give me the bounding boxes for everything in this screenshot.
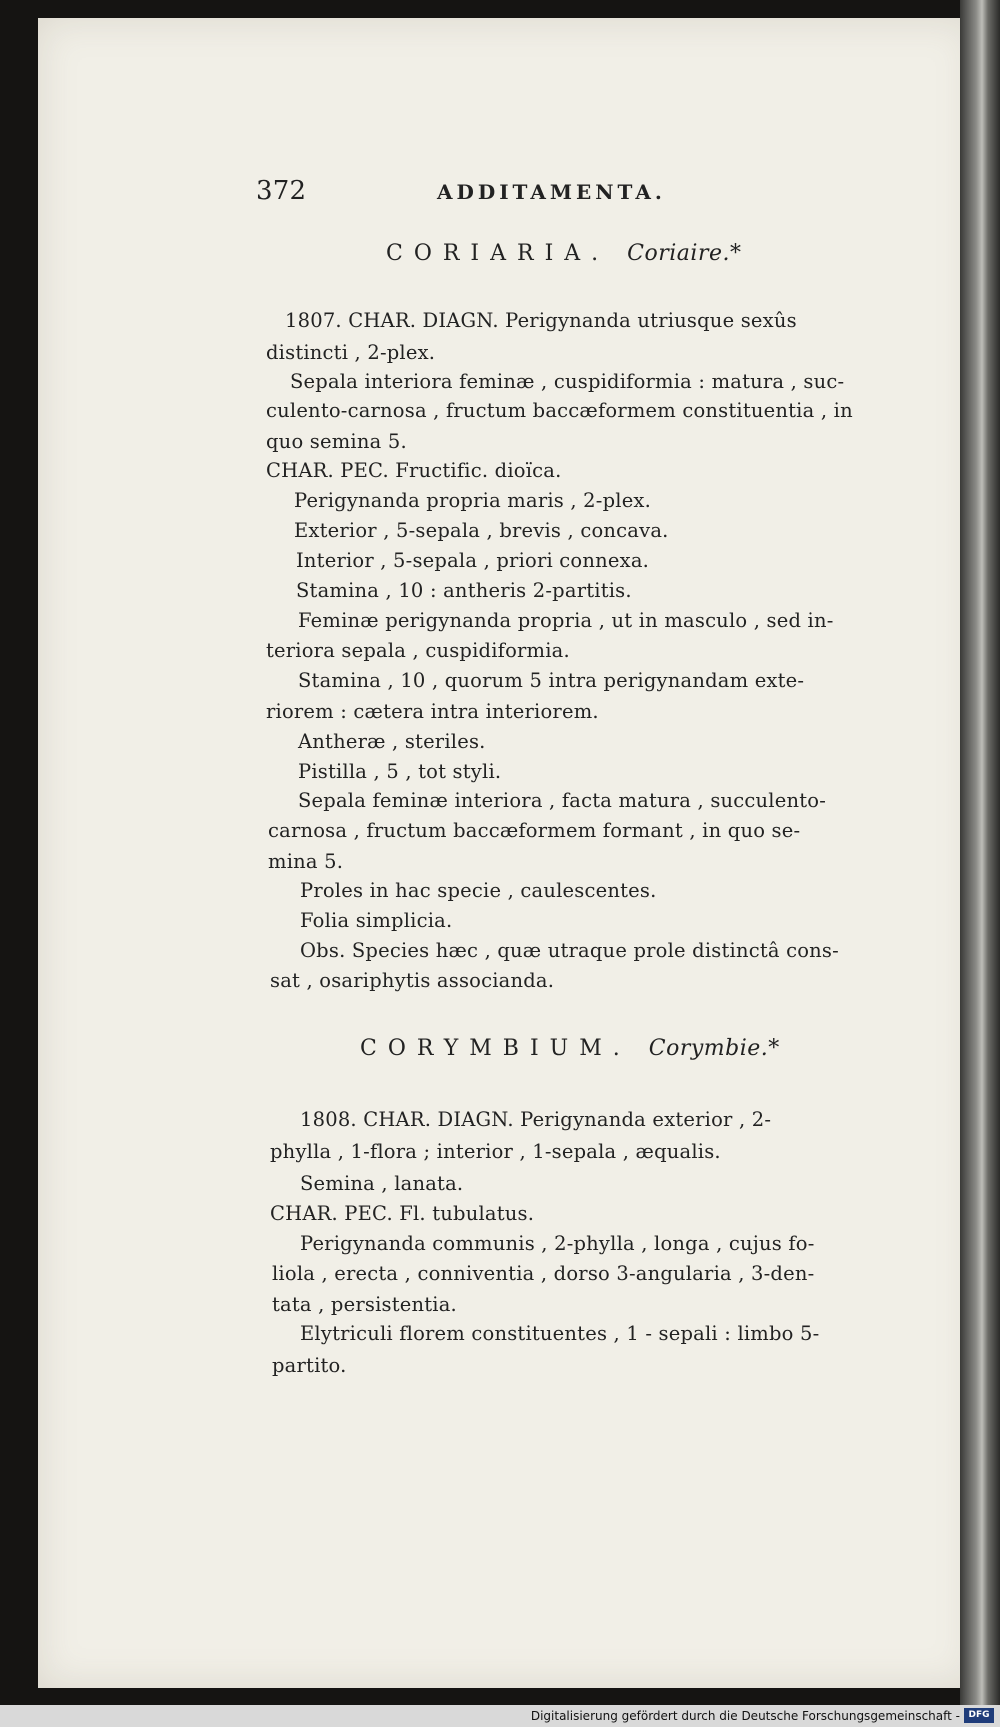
text-line: Elytriculi florem constituentes , 1 - sepali : limbo 5- xyxy=(300,1322,820,1345)
page-number: 372 xyxy=(256,176,307,206)
text-line: Antheræ , steriles. xyxy=(298,730,486,753)
digitization-footer xyxy=(0,1705,1000,1727)
text-line: Stamina , 10 : antheris 2-partitis. xyxy=(296,579,632,602)
text-line: CHAR. PEC. Fructific. dioïca. xyxy=(266,459,562,482)
text-line: Obs. Species hæc , quæ utraque prole distinctâ cons- xyxy=(300,939,839,962)
asterisk-mark: * xyxy=(768,1036,780,1061)
text-line: Proles in hac specie , caulescentes. xyxy=(300,879,657,902)
text-line: 1808. CHAR. DIAGN. Perigynanda exterior , 2- xyxy=(300,1108,772,1131)
text-line: teriora sepala , cuspidiformia. xyxy=(266,639,570,662)
text-line: tata , persistentia. xyxy=(272,1293,457,1316)
genus-heading xyxy=(386,241,741,266)
genus-name: CORYMBIUM. xyxy=(360,1036,631,1061)
text-line: culento-carnosa , fructum baccæformem constituentia , in xyxy=(266,399,853,422)
running-title: ADDITAMENTA. xyxy=(437,180,666,204)
text-line: Exterior , 5-sepala , brevis , concava. xyxy=(294,519,669,542)
asterisk-mark: * xyxy=(729,241,742,266)
text-line: Sepala interiora feminæ , cuspidiformia : matura , suc- xyxy=(290,370,845,393)
text-line: Semina , lanata. xyxy=(300,1172,464,1195)
book-spine-edge xyxy=(960,0,1000,1705)
text-line: phylla , 1-flora ; interior , 1-sepala , æqualis. xyxy=(270,1140,721,1163)
text-line: partito. xyxy=(272,1354,347,1377)
text-line: sat , osariphytis associanda. xyxy=(270,969,555,992)
text-line: riorem : cætera intra interiorem. xyxy=(266,700,599,723)
text-line: Folia simplicia. xyxy=(300,909,453,932)
text-line: quo semina 5. xyxy=(266,430,407,453)
book-page xyxy=(38,18,975,1688)
text-line: distincti , 2-plex. xyxy=(266,341,436,364)
text-line: mina 5. xyxy=(268,850,344,873)
text-line: liola , erecta , conniventia , dorso 3-angularia , 3-den- xyxy=(272,1262,815,1285)
text-line: CHAR. PEC. Fl. tubulatus. xyxy=(270,1202,535,1225)
dfg-logo: DFG xyxy=(964,1708,994,1723)
text-line: Interior , 5-sepala , priori connexa. xyxy=(296,549,650,572)
genus-french-name: Coriaire. xyxy=(627,241,730,266)
text-line: 1807. CHAR. DIAGN. Perigynanda utriusque sexûs xyxy=(285,309,797,332)
text-line: Stamina , 10 , quorum 5 intra perigynandam exte- xyxy=(298,669,805,692)
text-line: Feminæ perigynanda propria , ut in masculo , sed in- xyxy=(298,609,834,632)
text-line: Pistilla , 5 , tot styli. xyxy=(298,760,502,783)
text-line: carnosa , fructum baccæformem formant , in quo se- xyxy=(268,819,801,842)
genus-french-name: Corymbie. xyxy=(648,1036,769,1061)
text-line: Sepala feminæ interiora , facta matura , succulento- xyxy=(298,789,826,812)
footer-credit: Digitalisierung gefördert durch die Deutsche Forschungsgemeinschaft - xyxy=(530,1709,960,1723)
genus-heading xyxy=(360,1036,780,1061)
genus-name: CORIARIA. xyxy=(386,241,610,266)
text-line: Perigynanda communis , 2-phylla , longa , cujus fo- xyxy=(300,1232,815,1255)
text-line: Perigynanda propria maris , 2-plex. xyxy=(294,489,652,512)
